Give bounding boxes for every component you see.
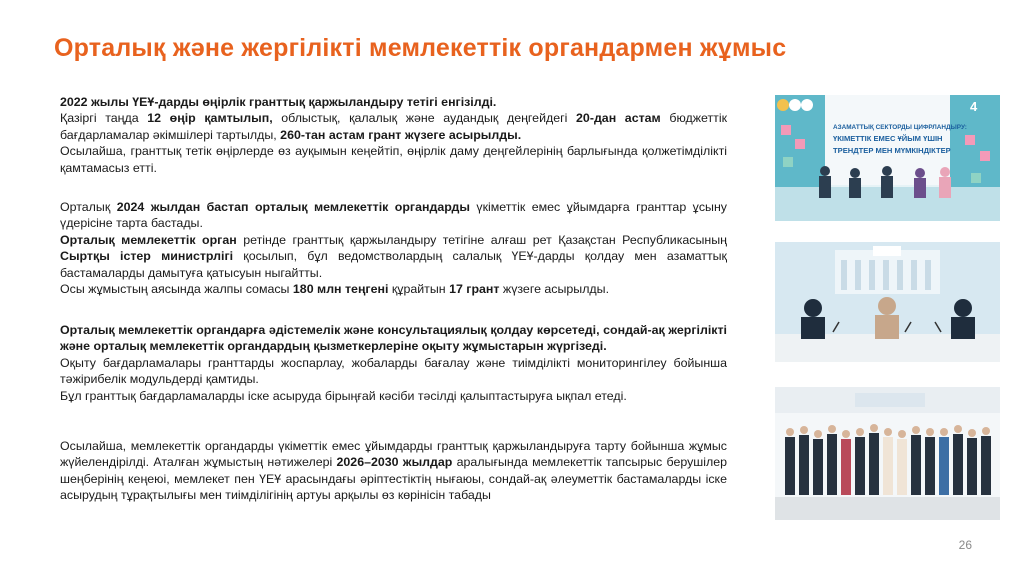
block3-paragraph-3: Бұл гранттық бағдарламаларды іске асыруда бірыңғай кәсіби тәсілді қалыптастыруға ықпал етеді. (60, 388, 627, 403)
regional-grants-block (60, 94, 727, 176)
forum-stage-photo (775, 95, 1000, 221)
block1-conclusion: Осылайша, гранттық тетік өңірлерде өз ауқымын кеңейтіп, өңірлік даму деңгейлерінің барлығында қолжетімділікті қамтамасыз етті. (60, 144, 727, 175)
group-photo-illustration (775, 387, 1000, 520)
block2-paragraph-3: Осы жұмыстың аясында жалпы сомасы 180 млн теңгені құрайтын 17 грант жүзеге асырылды. (60, 282, 610, 297)
page-title: Орталық және жергілікті мемлекеттік органдармен жұмыс (54, 34, 787, 62)
block1-heading: 2022 жылы ҮЕҰ-дарды өңірлік гранттық қаржыландыру тетігі енгізілді. (60, 95, 497, 109)
summary-paragraph: Осылайша, мемлекеттік органдарды үкіметтік емес ұйымдарды гранттық қаржыландыруға тарту бойынша жұмыс жүйелендірілді. Аталған жұмыстың нәтижелері 2026–2030 жылдар аралығында мемлекеттік тапсырыс берушілер шеңберінің кеңеюі, мемлекет пен ҮЕҰ арасындағы әріптестіктің нығаюы, сондай-ақ әлеуметтік бастамаларды іске асырудың тұрақтылығы мен тиімділігінің артуы арқылы өз көрінісін табады (60, 439, 727, 503)
block3-heading: Орталық мемлекеттік органдарға әдістемелік және консультациялық қолдау көрсетеді, сондай-ақ жергілікті және орталық мемлекеттік органдардың қызметкерлеріне оқыту жұмыстарын жүргізеді. (60, 323, 727, 354)
summary-block (60, 438, 727, 504)
block2-paragraph-2: Орталық мемлекеттік орган ретінде гранттық қаржыландыру тетігіне алғаш рет Қазақстан Республикасының Сыртқы істер министрлігі қосылып, бұл ведомстволардың салалық ҮЕҰ-дарды қолдау мен азаматтық бастамаларды дамытуға қатысуын ныгайтты. (60, 232, 727, 280)
press-conference-illustration (775, 242, 1000, 362)
block3-paragraph-2: Оқыту бағдарламалары гранттарды жоспарлау, жобаларды бағалау және тиімділікті мониторингілеу бойынша тәжірибелік модульдерді қамтиды. (60, 355, 727, 387)
forum-stage-illustration (775, 95, 1000, 221)
banner-line-3: ТРЕНДТЕР МЕН МҮМКІНДІКТЕР (833, 146, 951, 155)
block1-paragraph: Қазіргі таңда 12 өңір қамтылып, облыстық, қалалық және аудандық деңгейдегі 20-дан астам бюджеттік бағдарламалар әкімшілері тартылды, 260-тан астам грант жүзеге асырылды. (60, 111, 728, 142)
central-bodies-block (60, 199, 727, 297)
block2-paragraph-1: Орталық 2024 жылдан бастап орталық мемлекеттік органдарды үкіметтік емес ұйымдарға гранттар ұсыну үдерісіне тарта бастады. (60, 200, 727, 231)
banner-number: 4 (970, 99, 978, 114)
page-number: 26 (958, 538, 972, 552)
banner-line-1: АЗАМАТТЫҚ СЕКТОРДЫ ЦИФРЛАНДЫРУ: (833, 124, 967, 131)
methodical-support-block (60, 322, 727, 404)
press-conference-photo (775, 242, 1000, 362)
group-photo (775, 387, 1000, 520)
banner-line-2: ҮКІМЕТТІК ЕМЕС ҰЙЫМ ҮШІН (833, 134, 943, 143)
